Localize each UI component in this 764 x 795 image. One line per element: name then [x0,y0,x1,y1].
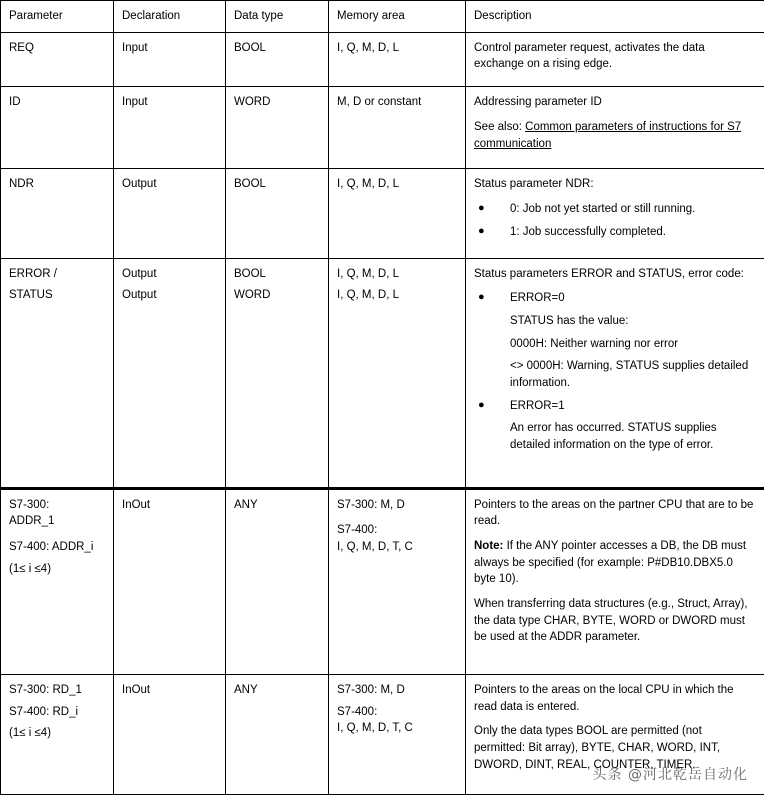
data-type-line: BOOL [234,267,266,280]
list-item [474,290,756,391]
cell-description [466,488,764,674]
bullet-icon: ● [478,398,485,411]
description-paragraph: When transferring data structures (e.g., Struct, Array), the data type CHAR, BYTE, WORD or DWORD must be used at the ADDR parameter. [474,597,748,644]
data-type-line: WORD [234,289,271,302]
column-header-declaration: Declaration [114,1,226,33]
cell-memory-area [329,675,466,795]
spacer [9,530,105,539]
declaration-line: Output [122,289,157,302]
column-header-parameter: Parameter [1,1,114,33]
cell-data-type: BOOL [226,32,329,87]
table-body [1,32,764,794]
cell-data-type: ANY [226,488,329,674]
parameter-line: S7-300: [9,498,50,511]
cell-data-type: BOOL [226,169,329,258]
memory-area-line: I, Q, M, D, T, C [337,540,413,553]
see-also-paragraph [474,119,756,152]
note-text: If the ANY pointer accesses a DB, the DB must always be specified (for example: P#DB10.DBX5.0 byte 10). [474,539,747,586]
cell-declaration: InOut [114,675,226,795]
column-header-data-type: Data type [226,1,329,33]
cell-data-type: WORD [226,87,329,169]
memory-area-line: I, Q, M, D, T, C [337,722,413,735]
cell-memory-area [329,258,466,488]
list-item [474,224,756,241]
cell-declaration: Input [114,32,226,87]
table-row [1,258,764,488]
list-item-sub-line: An error has occurred. STATUS supplies detailed information on the type of error. [510,422,717,451]
cell-declaration: Output [114,169,226,258]
description-paragraph: Addressing parameter ID [474,96,602,109]
cross-reference-link[interactable]: Common parameters of instructions for S7 communication [474,120,742,150]
description-paragraph: Pointers to the areas on the local CPU in which the read data is entered. [474,684,734,713]
cell-declaration [114,258,226,488]
description-paragraph: Status parameters ERROR and STATUS, error code: [474,267,744,280]
bullet-icon: ● [478,202,485,215]
table-header-row [1,1,764,33]
list-item-label: ERROR=1 [510,399,565,412]
description-paragraph: Status parameter NDR: [474,178,594,191]
declaration-line: Output [122,267,157,280]
cell-parameter [1,675,114,795]
cell-data-type [226,258,329,488]
cell-parameter [1,258,114,488]
cell-parameter [1,488,114,674]
bullet-icon: ● [478,291,485,304]
description-paragraph: Pointers to the areas on the partner CPU that are to be read. [474,498,754,528]
list-item-label: 1: Job successfully completed. [510,225,666,238]
see-also-label: See also: [474,120,526,133]
table-row [1,169,764,258]
parameter-line: (1≤ i ≤4) [9,727,52,740]
column-header-description: Description [466,1,764,33]
list-item-label: 0: Job not yet started or still running. [510,203,696,216]
table-row [1,488,764,674]
cell-description [466,32,764,87]
memory-area-line: I, Q, M, D, L [337,267,399,280]
parameter-line: ADDR_1 [9,515,55,528]
list-item [474,201,756,218]
memory-area-line: I, Q, M, D, L [337,289,399,302]
description-note [474,538,756,588]
cell-parameter: NDR [1,169,114,258]
list-item-label: ERROR=0 [510,292,565,305]
cell-memory-area: I, Q, M, D, L [329,32,466,87]
parameter-line: (1≤ i ≤4) [9,562,52,575]
memory-area-line: S7-400: [337,705,378,718]
description-bullet-list [474,201,756,240]
cell-declaration: Input [114,87,226,169]
parameter-line: ERROR / [9,267,57,280]
list-item-sub-line: <> 0000H: Warning, STATUS supplies detailed information. [510,360,749,389]
column-header-memory-area: Memory area [329,1,466,33]
parameter-line: STATUS [9,289,53,302]
spacer [337,513,457,522]
list-item-sub-line: 0000H: Neither warning nor error [510,337,679,350]
cell-description [466,258,764,488]
parameter-line: S7-400: RD_i [9,705,79,718]
memory-area-line: S7-300: M, D [337,498,405,511]
parameter-line: S7-400: ADDR_i [9,540,94,553]
cell-memory-area [329,488,466,674]
description-paragraph: Only the data types BOOL are permitted (not permitted: Bit array), BYTE, CHAR, WORD, INT, DWORD, DINT, REAL, COUNTER, TIMER. [474,725,721,771]
note-label: Note: [474,539,504,552]
parameter-line: S7-300: RD_1 [9,684,82,697]
table-row [1,87,764,169]
table-row [1,32,764,87]
list-item [474,398,756,454]
cell-parameter: ID [1,87,114,169]
description-paragraph: Control parameter request, activates the data exchange on a rising edge. [474,41,705,71]
cell-declaration: InOut [114,488,226,674]
cell-description [466,87,764,169]
table-header [1,1,764,33]
cell-memory-area: I, Q, M, D, L [329,169,466,258]
memory-area-line: S7-400: [337,524,378,537]
description-bullet-list [474,290,756,453]
cell-data-type: ANY [226,675,329,795]
cell-memory-area: M, D or constant [329,87,466,169]
cell-description [466,169,764,258]
bullet-icon: ● [478,224,485,237]
list-item-sub-line: STATUS has the value: [510,314,629,327]
watermark: 头条 @河北乾岳自动化 [592,767,748,783]
memory-area-line: S7-300: M, D [337,684,405,697]
cell-parameter: REQ [1,32,114,87]
